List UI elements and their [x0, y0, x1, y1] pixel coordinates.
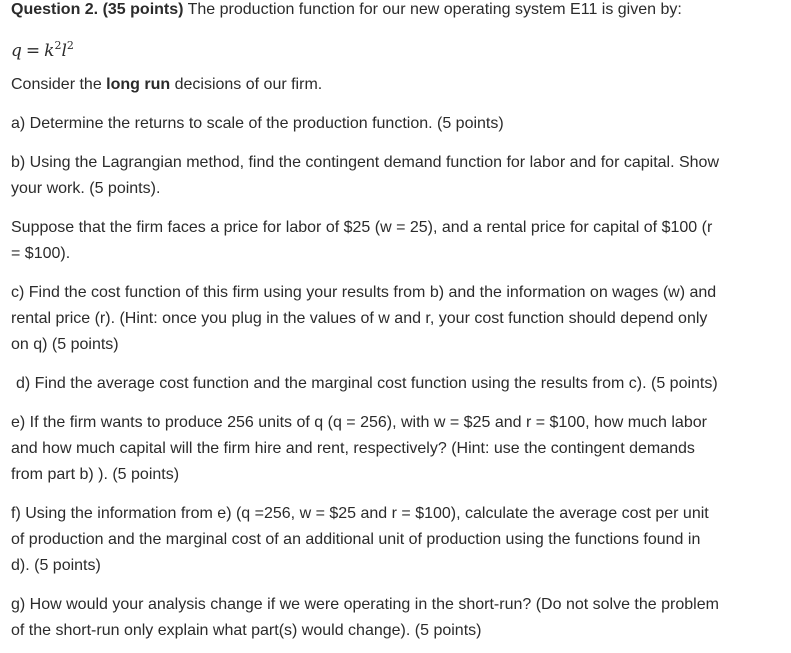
part-g-line: of the short-run only explain what part(s) would change). (5 points) [11, 622, 482, 639]
suppose-statement [11, 215, 783, 267]
part-e [11, 410, 783, 488]
part-e-line: e) If the firm wants to produce 256 units of q (q = 256), with w = $25 and r = $100, how much labor [11, 414, 707, 431]
consider-statement [11, 72, 783, 98]
part-d: d) Find the average cost function and the marginal cost function using the results from c). (5 points) [16, 375, 718, 392]
part-e-line: from part b) ). (5 points) [11, 466, 180, 483]
suppose-line: = $100). [11, 245, 71, 262]
part-c-line: rental price (r). (Hint: once you plug in the values of w and r, your cost function should depend only [11, 310, 708, 327]
question-number: Question 2. (35 points) [11, 1, 184, 18]
part-b-line: your work. (5 points). [11, 180, 161, 197]
suppose-line: Suppose that the firm faces a price for labor of $25 (w = 25), and a rental price for capital of $100 (r [11, 219, 713, 236]
formula-equals: = [25, 41, 41, 61]
question-title [11, 0, 783, 23]
consider-text-after: decisions of our firm. [170, 76, 323, 93]
consider-text-before: Consider the [11, 76, 107, 93]
formula-l-exponent: 2 [66, 39, 74, 52]
question-intro: The production function for our new operating system E11 is given by: [183, 1, 682, 18]
part-f-line: f) Using the information from e) (q =256, w = $25 and r = $100), calculate the average cost per unit [11, 505, 709, 522]
part-f [11, 501, 783, 579]
part-a: a) Determine the returns to scale of the production function. (5 points) [11, 115, 504, 132]
part-b [11, 150, 783, 202]
part-c-line: on q) (5 points) [11, 336, 119, 353]
formula-q: q [11, 41, 22, 61]
part-g [11, 592, 783, 644]
part-c [11, 280, 783, 358]
part-c-line: c) Find the cost function of this firm using your results from b) and the information on wages (w) and [11, 284, 717, 301]
part-g-line: g) How would your analysis change if we were operating in the short-run? (Do not solve the problem [11, 596, 719, 613]
formula-k-exponent: 2 [54, 39, 62, 52]
formula-k: k [44, 41, 55, 61]
part-e-line: and how much capital will the firm hire and rent, respectively? (Hint: use the contingent demands [11, 440, 695, 457]
part-f-line: d). (5 points) [11, 557, 101, 574]
formula-l: l [61, 41, 67, 61]
consider-text-bold: long run [106, 76, 171, 93]
part-f-line: of production and the marginal cost of an additional unit of production using the functions found in [11, 531, 701, 548]
production-function-formula [11, 33, 783, 59]
part-b-line: b) Using the Lagrangian method, find the contingent demand function for labor and for capital. Show [11, 154, 720, 171]
